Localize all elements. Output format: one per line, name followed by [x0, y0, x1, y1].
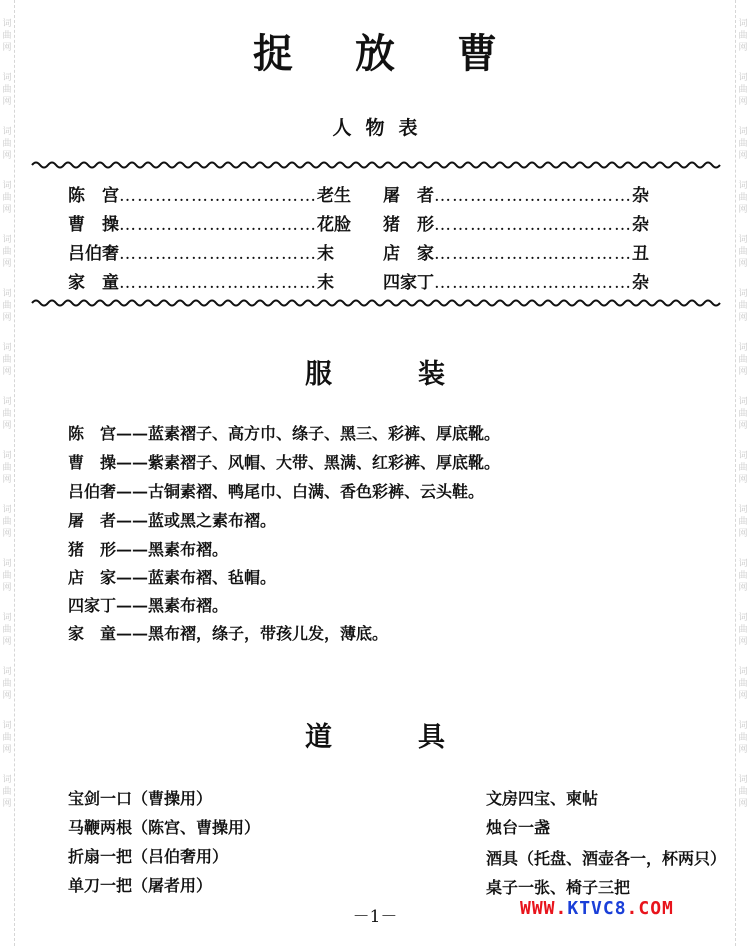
- prop-item: 烛台一盏: [486, 818, 551, 837]
- costume-line: 吕伯奢——古铜素褶、鸭尾巾、白满、香色彩裤、云头鞋。: [68, 482, 485, 501]
- costume-line: 四家丁——黑素布褶。: [68, 596, 229, 615]
- costume-line: 店 家——蓝素布褶、毡帽。: [68, 568, 277, 587]
- prop-item: 宝剑一口（曹操用）: [68, 789, 213, 808]
- side-watermark-text: 词 曲 网: [738, 19, 748, 53]
- side-watermark-text: 词 曲 网: [738, 559, 748, 593]
- side-watermark-text: 词 曲 网: [2, 73, 12, 107]
- leader-dots: ……………………………: [119, 186, 317, 206]
- cast-name: 吕伯奢: [68, 244, 119, 264]
- cast-entry: [383, 181, 649, 207]
- cast-entry: [68, 181, 351, 207]
- cast-heading: 人物表: [332, 117, 432, 139]
- watermark-part: KTVC8: [567, 898, 627, 919]
- side-watermark-text: 词 曲 网: [2, 775, 12, 809]
- cast-entry: [383, 239, 649, 265]
- side-watermark-text: 词 曲 网: [2, 613, 12, 647]
- side-watermark-text: 词 曲 网: [738, 235, 748, 269]
- left-side-watermark: [0, 0, 15, 946]
- side-watermark-text: 词 曲 网: [738, 397, 748, 431]
- leader-dots: ……………………………: [434, 273, 632, 293]
- side-watermark-text: 词 曲 网: [738, 181, 748, 215]
- side-watermark-text: 词 曲 网: [738, 73, 748, 107]
- cast-name: 店 家: [383, 244, 434, 264]
- watermark-part: WWW.: [520, 898, 568, 919]
- cast-role: 杂: [632, 186, 649, 206]
- page-number: －1－: [352, 907, 398, 927]
- side-watermark-text: 词 曲 网: [2, 181, 12, 215]
- prop-item: 文房四宝、柬帖: [486, 789, 599, 808]
- page-title: 捉放曹: [253, 30, 559, 77]
- site-watermark-logo: [520, 898, 674, 919]
- side-watermark-text: 词 曲 网: [738, 289, 748, 323]
- cast-role: 丑: [632, 244, 649, 264]
- props-heading: 道具: [305, 722, 531, 753]
- side-watermark-text: 词 曲 网: [738, 343, 748, 377]
- cast-entry: [68, 210, 351, 236]
- cast-entry: [383, 268, 649, 294]
- watermark-part: .COM: [626, 898, 674, 919]
- cast-role: 末: [317, 273, 334, 293]
- cast-name: 猪 形: [383, 215, 434, 235]
- side-watermark-text: 词 曲 网: [2, 343, 12, 377]
- leader-dots: ……………………………: [119, 215, 317, 235]
- side-watermark-text: 词 曲 网: [738, 775, 748, 809]
- side-watermark-text: 词 曲 网: [738, 721, 748, 755]
- props-list-left: [68, 786, 260, 902]
- prop-item: 酒具（托盘、酒壶各一，杯两只）桌子一张、椅子三把: [486, 849, 719, 897]
- leader-dots: ……………………………: [434, 186, 632, 206]
- cast-name: 屠 者: [383, 186, 434, 206]
- costume-line: 陈 宫——蓝素褶子、高方巾、绦子、黑三、彩裤、厚底靴。: [68, 424, 501, 443]
- leader-dots: ……………………………: [119, 244, 317, 264]
- cast-name: 四家丁: [383, 273, 434, 293]
- leader-dots: ……………………………: [434, 244, 632, 264]
- cast-entry: [68, 268, 334, 294]
- wavy-divider-top: [32, 160, 720, 170]
- side-watermark-text: 词 曲 网: [738, 667, 748, 701]
- cast-entry: [383, 210, 649, 236]
- side-watermark-text: 词 曲 网: [2, 721, 12, 755]
- costume-line: 家 童——黑布褶，绦子，带孩儿发，薄底。: [68, 624, 389, 643]
- side-watermark-text: 词 曲 网: [2, 127, 12, 161]
- cast-role: 杂: [632, 273, 649, 293]
- side-watermark-text: 词 曲 网: [2, 559, 12, 593]
- leader-dots: ……………………………: [119, 273, 317, 293]
- costume-line: 猪 形——黑素布褶。: [68, 540, 229, 559]
- side-watermark-text: 词 曲 网: [2, 235, 12, 269]
- cast-name: 家 童: [68, 273, 119, 293]
- props-list-right: [486, 786, 722, 902]
- wavy-divider-bottom: [32, 298, 720, 308]
- side-watermark-text: 词 曲 网: [738, 505, 748, 539]
- side-watermark-text: 词 曲 网: [738, 451, 748, 485]
- prop-item: 单刀一把（屠者用）: [68, 876, 213, 895]
- cast-role: 老生: [317, 186, 351, 206]
- cast-name: 陈 宫: [68, 186, 119, 206]
- costume-line: 曹 操——紫素褶子、风帽、大带、黑满、红彩裤、厚底靴。: [68, 453, 501, 472]
- cast-role: 杂: [632, 215, 649, 235]
- costume-line: 屠 者——蓝或黑之素布褶。: [68, 511, 277, 530]
- costume-heading: 服装: [305, 359, 531, 390]
- cast-entry: [68, 239, 334, 265]
- side-watermark-text: 词 曲 网: [2, 451, 12, 485]
- leader-dots: ……………………………: [434, 215, 632, 235]
- prop-item: 折扇一把（吕伯奢用）: [68, 847, 229, 866]
- side-watermark-text: 词 曲 网: [2, 397, 12, 431]
- cast-name: 曹 操: [68, 215, 119, 235]
- right-side-watermark: [735, 0, 750, 946]
- side-watermark-text: 词 曲 网: [2, 289, 12, 323]
- prop-item: 马鞭两根（陈宫、曹操用）: [68, 818, 261, 837]
- side-watermark-text: 词 曲 网: [738, 613, 748, 647]
- side-watermark-text: 词 曲 网: [2, 505, 12, 539]
- side-watermark-text: 词 曲 网: [738, 127, 748, 161]
- cast-role: 花脸: [317, 215, 351, 235]
- cast-role: 末: [317, 244, 334, 264]
- side-watermark-text: 词 曲 网: [2, 667, 12, 701]
- side-watermark-text: 词 曲 网: [2, 19, 12, 53]
